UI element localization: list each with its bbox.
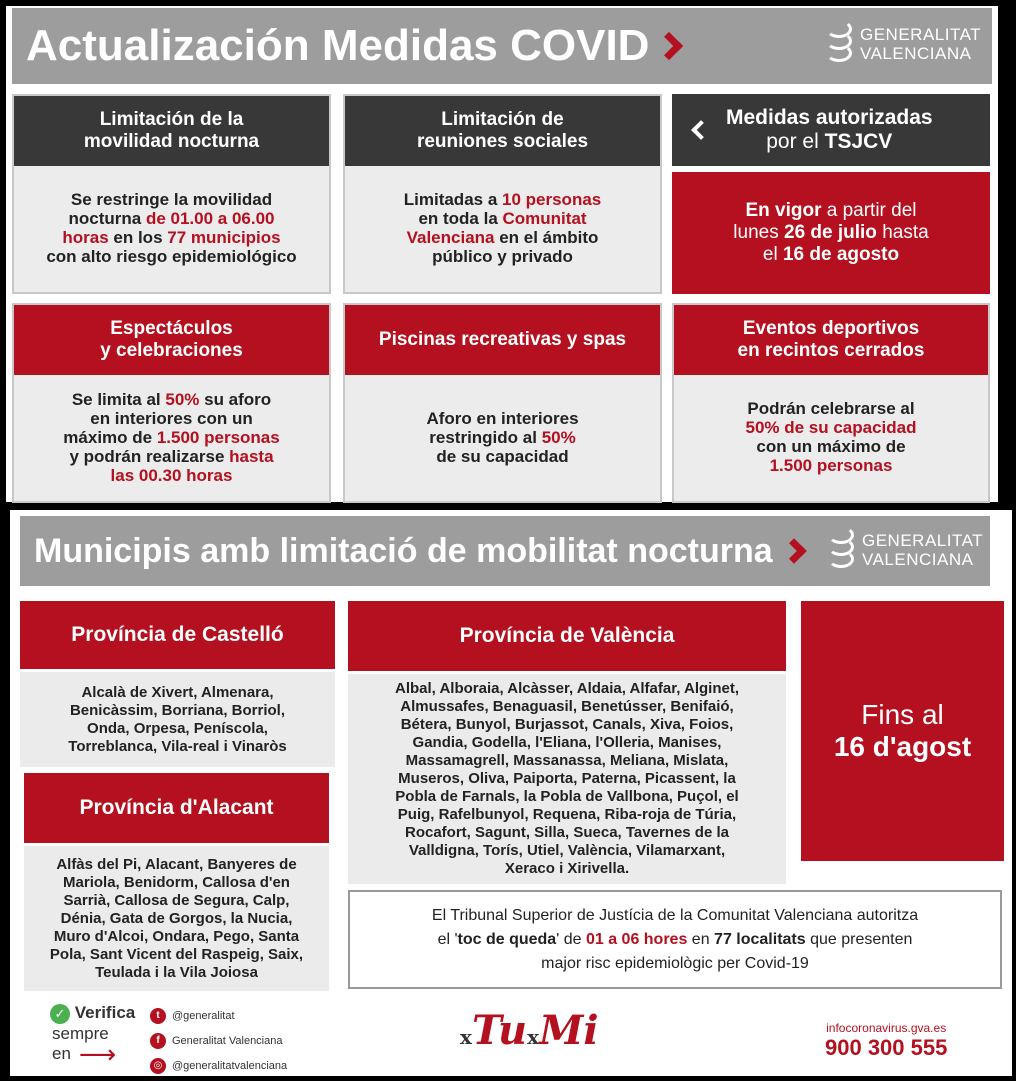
logo-line-1: GENERALITAT (862, 531, 984, 550)
sempre-label: sempre (52, 1023, 109, 1043)
verifica-label: Verifica (74, 1003, 136, 1022)
instagram-icon: ◎ (150, 1058, 166, 1074)
generalitat-logo (828, 522, 983, 578)
card-header (345, 305, 660, 375)
facebook-icon: f (150, 1033, 166, 1049)
card-header-text: Limitación de reuniones sociales (416, 109, 589, 152)
card-body: Se limita al 50% su aforo en interiores con un máximo de 1.500 personas y podrán realizarse hasta las 00.30 horas (63, 389, 280, 485)
chevron-right-icon (655, 32, 683, 60)
card-header-text: Piscinas recreativas y spas (378, 329, 627, 350)
castello-header: Província de Castelló (20, 601, 335, 669)
card-piscinas (343, 303, 662, 503)
section-title: Municipis amb limitació de mobilitat nocturna (34, 531, 773, 570)
tsjcv-line-1: Medidas autorizadas (726, 106, 933, 129)
card-header (14, 305, 329, 375)
page-title: Actualización Medidas COVID (26, 21, 650, 70)
card-body: Aforo en interiores restringido al 50% de su capacidad (426, 408, 579, 466)
card-header (674, 305, 988, 375)
info-url[interactable]: infocoronavirus.gva.es (826, 1021, 947, 1035)
municipalities-panel (10, 510, 1012, 1076)
fins-card (801, 601, 1004, 861)
card-body: Se restringe la movilidad nocturna de 01.00 a 06.00 horas en los 77 municipios con alto riesgo epidemiológico (46, 190, 297, 266)
fins-line-1: Fins al (861, 699, 944, 730)
card-header-text: Limitación de la movilidad nocturna (83, 109, 260, 152)
tsjcv-line-2: por el TSJCV (766, 130, 893, 153)
info-phone: 900 300 555 (825, 1035, 948, 1060)
social-facebook[interactable]: f Generalitat Valenciana (150, 1028, 287, 1053)
social-twitter[interactable]: t @generalitat (150, 1003, 287, 1028)
vigor-card: En vigor a partir del lunes 26 de julio hasta el 16 de agosto (672, 172, 990, 294)
slogan-logo: xTuxMi (460, 1007, 599, 1054)
valencia-header: Província de València (348, 601, 786, 671)
logo-line-2: VALENCIANA (862, 550, 974, 569)
tribunal-notice: El Tribunal Superior de Justícia de la Comunitat Valenciana autoritza el 'toc de queda' de 01 a 06 hores en 77 localitats que presenten major risc epidemiològic per Covid-19 (348, 890, 1002, 989)
card-body: Podrán celebrarse al 50% de su capacidad con un máximo de 1.500 personas (745, 399, 917, 475)
generalitat-mark-icon (828, 522, 854, 578)
card-header (14, 96, 329, 166)
contact-info (825, 1021, 947, 1061)
check-icon: ✓ (50, 1004, 70, 1024)
alacant-header: Província d'Alacant (24, 773, 329, 843)
valencia-list: Albal, Alboraia, Alcàsser, Aldaia, Alfafar, Alginet, Almussafes, Benaguasil, Benetússer, Benifaió, Bétera, Bunyol, Burjassot, Canals, Xiva, Foios, Gandia, Godella, l'Eliana, l'Olleria, Manises, Massamagrell, Massanassa, Meliana, Mislata, Museros, Oliva, Paiporta, Paterna, Picassent, la Pobla de Farnals, la Pobla de Vallbona, Puçol, el Puig, Rafelbunyol, Requena, Riba-roja de Túria, Rocafort, Sagunt, Silla, Sueca, Tavernes de la Valldigna, Torís, Utiel, València, Vilamarxant, Xeraco i Xirivella. (348, 674, 786, 884)
social-instagram[interactable]: ◎ @generalitatvalenciana (150, 1053, 287, 1078)
tsjcv-header (672, 94, 990, 166)
card-eventos (672, 303, 990, 503)
en-label: en (52, 1043, 71, 1063)
card-espectaculos (12, 303, 331, 503)
card-header-text: Eventos deportivos en recintos cerrados (737, 318, 925, 361)
castello-list: Alcalà de Xivert, Almenara, Benicàssim, Borriana, Borriol, Onda, Orpesa, Peníscola, Torreblanca, Vila-real i Vinaròs (20, 672, 335, 767)
card-body: Limitadas a 10 personas en toda la Comunitat Valenciana en el ámbito público y privado (403, 190, 602, 266)
chevron-right-icon (781, 538, 806, 563)
generalitat-logo (826, 16, 981, 72)
fins-line-2: 16 d'agost (833, 731, 972, 762)
verifica-block (50, 1003, 136, 1069)
card-movilidad (12, 94, 331, 294)
arrow-right-icon: ⟶ (78, 1038, 117, 1069)
logo-line-2: VALENCIANA (860, 44, 972, 63)
chevron-left-icon (691, 120, 711, 140)
card-reuniones (343, 94, 662, 294)
generalitat-mark-icon (826, 16, 852, 72)
measures-panel (6, 6, 998, 502)
alacant-list: Alfàs del Pi, Alacant, Banyeres de Mariola, Benidorm, Callosa d'en Sarrià, Callosa de Segura, Calp, Dénia, Gata de Gorgos, la Nucia, Muro d'Alcoi, Ondara, Pego, Santa Pola, Sant Vicent del Raspeig, Saix, Teulada i la Vila Joiosa (24, 846, 329, 991)
social-links (150, 1003, 287, 1078)
logo-line-1: GENERALITAT (860, 25, 982, 44)
card-header (345, 96, 660, 166)
card-header-text: Espectáculos y celebraciones (100, 318, 243, 361)
twitter-icon: t (150, 1008, 166, 1024)
